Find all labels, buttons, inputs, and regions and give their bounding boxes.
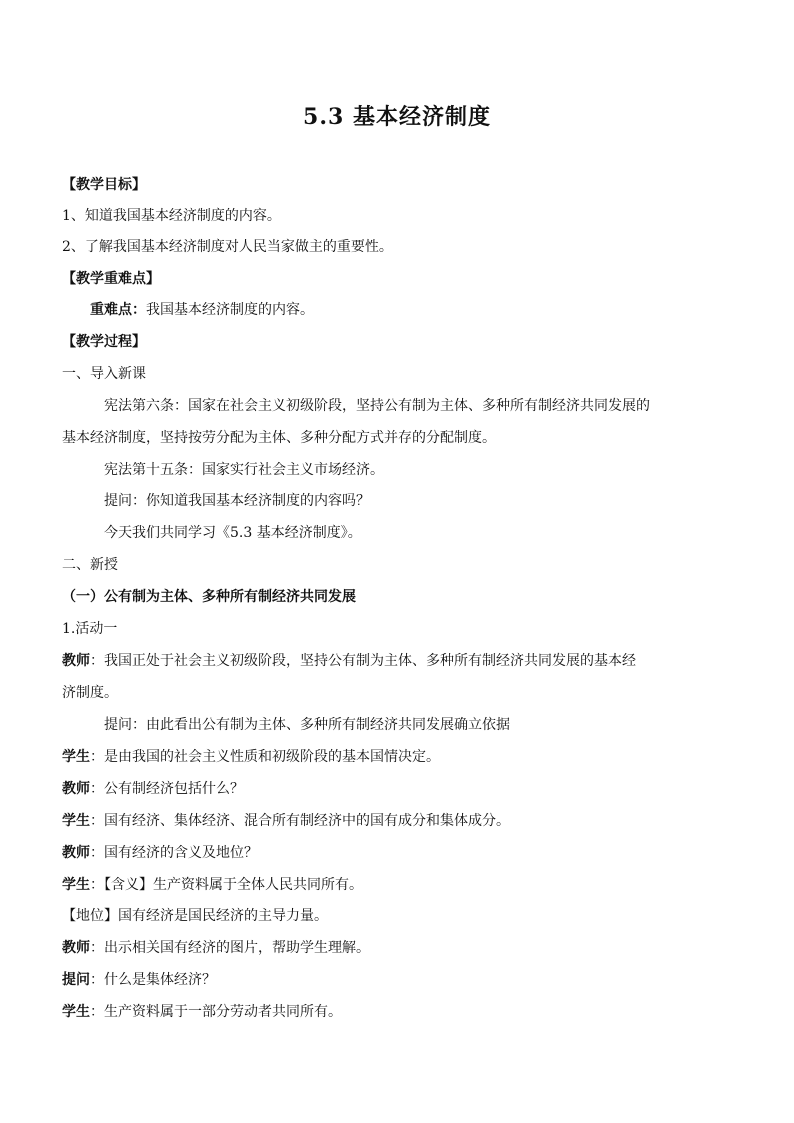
question-label: 提问 bbox=[62, 972, 90, 988]
document-title: 5.3 基本经济制度 bbox=[303, 104, 491, 130]
section-2-new-lesson: 二、新授 bbox=[62, 557, 118, 573]
key-points-line bbox=[90, 301, 732, 319]
teacher-label: 教师 bbox=[62, 940, 90, 956]
key-points-text: 我国基本经济制度的内容。 bbox=[146, 302, 314, 318]
constitution-art6-line2: 基本经济制度，坚持按劳分配为主体、多种分配方式并存的分配制度。 bbox=[62, 430, 496, 446]
teacher-line-3 bbox=[62, 844, 732, 862]
question-1: 提问：你知道我国基本经济制度的内容吗？ bbox=[104, 493, 370, 509]
student-line-4 bbox=[62, 1003, 732, 1021]
today-topic: 今天我们共同学习《5.3 基本经济制度》。 bbox=[104, 525, 362, 541]
teacher-text: ：我国正处于社会主义初级阶段，坚持公有制为主体、多种所有制经济共同发展的基本经 bbox=[90, 653, 636, 669]
heading-key-points: 【教学重难点】 bbox=[62, 271, 160, 287]
heading-teaching-process: 【教学过程】 bbox=[62, 334, 146, 350]
teacher-line-1b: 济制度。 bbox=[62, 685, 118, 701]
teacher-line-4 bbox=[62, 939, 732, 957]
goal-2: 2、了解我国基本经济制度对人民当家做主的重要性。 bbox=[62, 239, 393, 255]
student-label: 学生 bbox=[62, 749, 90, 765]
student-text: ：国有经济、集体经济、混合所有制经济中的国有成分和集体成分。 bbox=[90, 813, 510, 829]
student-line-3 bbox=[62, 876, 732, 894]
teacher-text: ：公有制经济包括什么？ bbox=[90, 781, 244, 797]
student-text: ：生产资料属于一部分劳动者共同所有。 bbox=[90, 1004, 342, 1020]
student-line-1 bbox=[62, 748, 732, 766]
key-points-label: 重难点： bbox=[90, 302, 146, 318]
teacher-line-1a bbox=[62, 652, 732, 670]
constitution-art6-line1: 宪法第六条：国家在社会主义初级阶段，坚持公有制为主体、多种所有制经济共同发展的 bbox=[104, 398, 650, 414]
question-2: 提问：由此看出公有制为主体、多种所有制经济共同发展确立依据 bbox=[104, 717, 510, 733]
student-label: 学生 bbox=[62, 877, 90, 893]
teacher-line-2 bbox=[62, 780, 732, 798]
goal-1: 1、知道我国基本经济制度的内容。 bbox=[62, 208, 281, 224]
subsection-1-title: （一）公有制为主体、多种所有制经济共同发展 bbox=[62, 589, 356, 605]
teacher-text: ：出示相关国有经济的图片，帮助学生理解。 bbox=[90, 940, 370, 956]
student-text: ：是由我国的社会主义性质和初级阶段的基本国情决定。 bbox=[90, 749, 440, 765]
student-label: 学生 bbox=[62, 813, 90, 829]
teacher-label: 教师 bbox=[62, 845, 90, 861]
question-3 bbox=[62, 971, 732, 989]
state-economy-status: 【地位】国有经济是国民经济的主导力量。 bbox=[62, 908, 328, 924]
question-text: ：什么是集体经济？ bbox=[90, 972, 216, 988]
teacher-text: ：国有经济的含义及地位？ bbox=[90, 845, 258, 861]
student-line-2 bbox=[62, 812, 732, 830]
student-text: ：【含义】生产资料属于全体人民共同所有。 bbox=[90, 877, 363, 893]
constitution-art15: 宪法第十五条：国家实行社会主义市场经济。 bbox=[104, 462, 384, 478]
heading-teaching-goals: 【教学目标】 bbox=[62, 177, 146, 193]
section-1-intro: 一、导入新课 bbox=[62, 366, 146, 382]
teacher-label: 教师 bbox=[62, 781, 90, 797]
teacher-label: 教师 bbox=[62, 653, 90, 669]
activity-1: 1.活动一 bbox=[62, 621, 118, 637]
student-label: 学生 bbox=[62, 1004, 90, 1020]
